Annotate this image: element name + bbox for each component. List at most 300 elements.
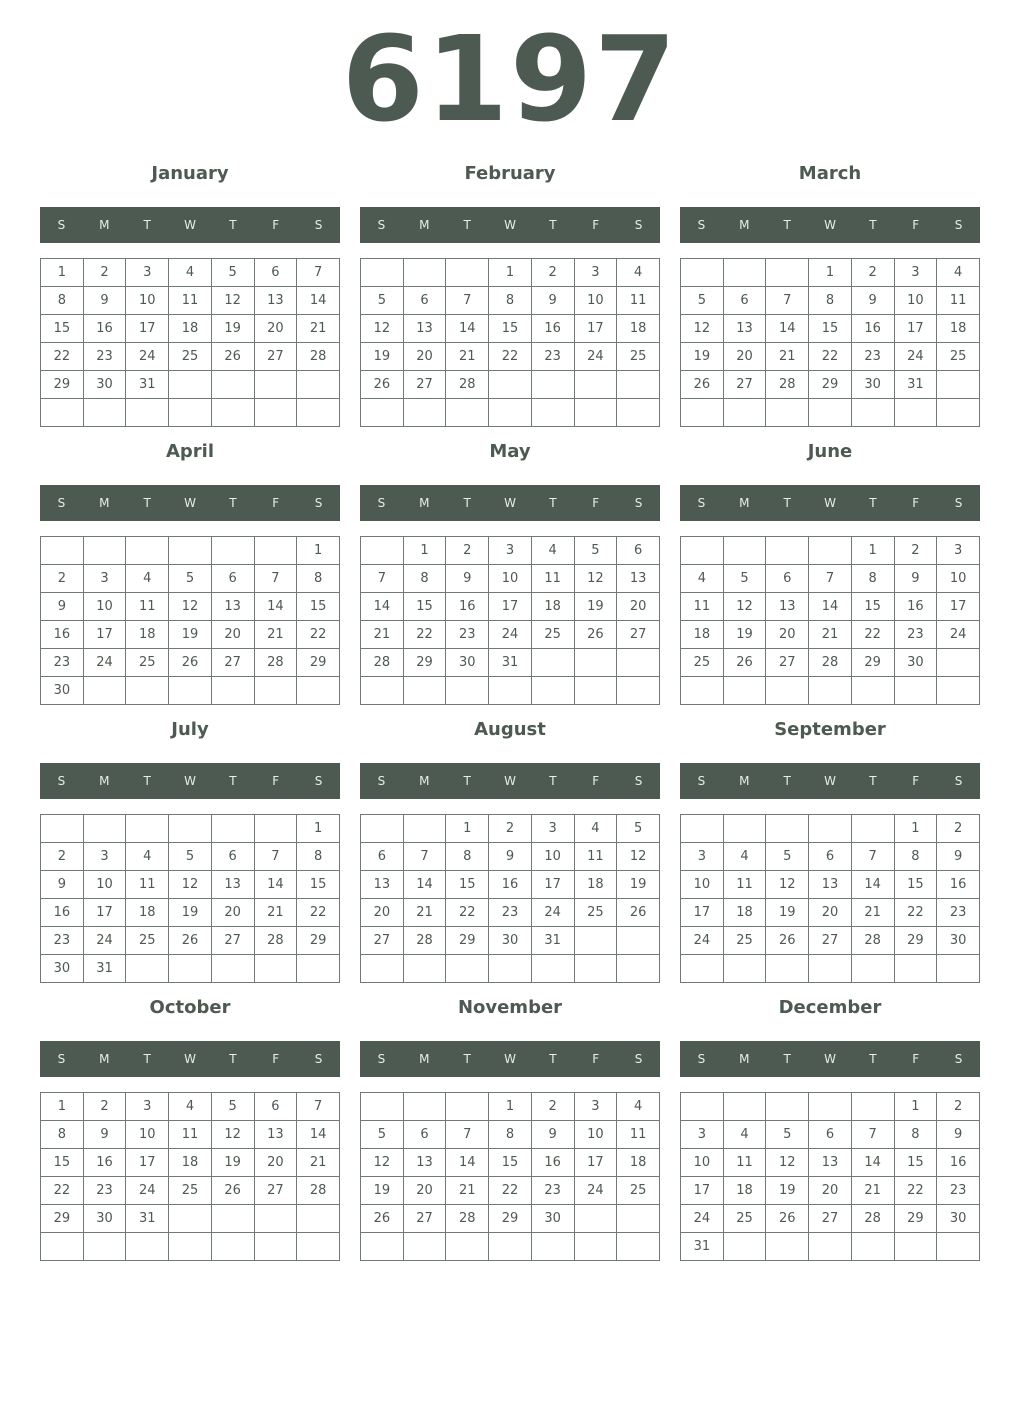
day-cell: 9 [531,287,574,315]
day-cell: 10 [531,843,574,871]
day-cell: 7 [851,843,894,871]
day-grid [40,258,340,427]
day-cell: 8 [489,287,532,315]
day-cell: 25 [126,927,169,955]
empty-day-cell [254,955,297,983]
empty-day-cell [681,677,724,705]
day-cell: 13 [254,287,297,315]
day-grid [40,536,340,705]
day-cell: 16 [83,1149,126,1177]
day-cell: 12 [211,1121,254,1149]
day-cell: 25 [617,343,660,371]
day-cell: 14 [361,593,404,621]
empty-day-cell [617,1233,660,1261]
day-cell: 17 [126,1149,169,1177]
weekday-header-bar [360,1041,660,1077]
day-cell: 22 [41,343,84,371]
day-cell: 3 [574,1093,617,1121]
weekday-header-bar [40,1041,340,1077]
weekday-header: F [592,774,600,788]
week-row [681,343,980,371]
weekday-header: T [783,1052,791,1066]
day-cell: 7 [254,843,297,871]
empty-day-cell [41,399,84,427]
day-cell: 25 [531,621,574,649]
day-cell: 21 [766,343,809,371]
day-cell: 3 [83,565,126,593]
day-cell: 17 [894,315,937,343]
day-cell: 4 [126,843,169,871]
day-cell: 23 [531,343,574,371]
empty-day-cell [723,399,766,427]
weekday-header-bar [40,207,340,243]
day-cell: 27 [617,621,660,649]
week-row [681,955,980,983]
day-cell: 3 [126,259,169,287]
empty-day-cell [766,537,809,565]
empty-day-cell [766,815,809,843]
day-cell: 9 [446,565,489,593]
week-row [41,371,340,399]
weekday-header: S [697,496,706,510]
day-cell: 3 [489,537,532,565]
empty-day-cell [446,1093,489,1121]
day-cell: 18 [169,315,212,343]
week-row [681,1149,980,1177]
week-row [361,1121,660,1149]
day-cell: 4 [681,565,724,593]
weekday-header-bar [40,485,340,521]
weekday-header: F [912,1052,920,1066]
week-row [41,259,340,287]
day-cell: 16 [851,315,894,343]
weekday-header: S [314,218,323,232]
day-cell: 17 [531,871,574,899]
week-row [681,399,980,427]
day-cell: 10 [126,1121,169,1149]
day-cell: 26 [617,899,660,927]
weekday-header: S [697,774,706,788]
day-cell: 26 [574,621,617,649]
day-cell: 31 [126,1205,169,1233]
day-cell: 14 [403,871,446,899]
day-cell: 4 [126,565,169,593]
day-cell: 31 [531,927,574,955]
day-cell: 19 [361,343,404,371]
week-row [681,1177,980,1205]
day-cell: 4 [723,1121,766,1149]
day-cell: 12 [169,871,212,899]
day-cell: 13 [723,315,766,343]
day-cell: 9 [489,843,532,871]
empty-day-cell [361,1233,404,1261]
week-row [361,315,660,343]
day-cell: 22 [894,899,937,927]
day-cell: 5 [361,287,404,315]
day-cell: 20 [211,899,254,927]
day-cell: 24 [83,927,126,955]
day-cell: 3 [531,815,574,843]
week-row [41,287,340,315]
empty-day-cell [723,815,766,843]
day-cell: 7 [809,565,852,593]
weekday-header-bar [680,763,980,799]
weekday-header: S [377,218,386,232]
empty-day-cell [723,259,766,287]
empty-day-cell [446,259,489,287]
day-cell: 29 [446,927,489,955]
day-cell: 6 [809,843,852,871]
day-cell: 11 [169,287,212,315]
day-cell: 11 [681,593,724,621]
day-cell: 13 [254,1121,297,1149]
empty-day-cell [809,955,852,983]
day-cell: 30 [446,649,489,677]
week-row [41,1233,340,1261]
weekday-header: F [912,496,920,510]
day-cell: 19 [211,1149,254,1177]
day-cell: 27 [211,649,254,677]
day-cell: 28 [297,1177,340,1205]
week-row [681,315,980,343]
day-cell: 11 [169,1121,212,1149]
weekday-header: W [504,496,516,510]
day-cell: 15 [41,1149,84,1177]
empty-day-cell [41,1233,84,1261]
day-cell: 24 [489,621,532,649]
day-cell: 5 [169,565,212,593]
weekday-header-bar [40,763,340,799]
day-cell: 26 [211,1177,254,1205]
empty-day-cell [211,399,254,427]
day-cell: 8 [403,565,446,593]
day-cell: 18 [126,899,169,927]
day-cell: 7 [254,565,297,593]
day-cell: 17 [937,593,980,621]
weekday-header: T [463,1052,471,1066]
day-cell: 24 [937,621,980,649]
empty-day-cell [937,677,980,705]
empty-day-cell [489,677,532,705]
day-cell: 5 [681,287,724,315]
day-cell: 26 [361,371,404,399]
empty-day-cell [809,399,852,427]
weekday-header: W [824,1052,836,1066]
empty-day-cell [83,399,126,427]
day-cell: 30 [851,371,894,399]
day-cell: 7 [446,1121,489,1149]
weekday-header: T [463,496,471,510]
weekday-header: T [229,496,237,510]
month-title: May [489,441,531,462]
day-cell: 27 [809,1205,852,1233]
day-cell: 21 [297,315,340,343]
weekday-header: W [824,496,836,510]
empty-day-cell [254,677,297,705]
week-row [361,1177,660,1205]
empty-day-cell [851,1093,894,1121]
day-cell: 19 [681,343,724,371]
day-cell: 23 [41,927,84,955]
empty-day-cell [937,649,980,677]
empty-day-cell [489,371,532,399]
empty-day-cell [766,1093,809,1121]
day-cell: 23 [489,899,532,927]
week-row [681,649,980,677]
day-cell: 29 [297,649,340,677]
weekday-header: T [783,774,791,788]
empty-day-cell [851,399,894,427]
day-cell: 18 [723,899,766,927]
day-cell: 20 [403,1177,446,1205]
weekday-header: W [504,774,516,788]
day-cell: 23 [531,1177,574,1205]
empty-day-cell [531,399,574,427]
day-cell: 19 [766,1177,809,1205]
day-cell: 8 [894,843,937,871]
day-cell: 22 [41,1177,84,1205]
week-row [41,1093,340,1121]
day-cell: 26 [211,343,254,371]
day-cell: 4 [617,259,660,287]
empty-day-cell [211,1233,254,1261]
day-cell: 30 [531,1205,574,1233]
day-cell: 7 [851,1121,894,1149]
empty-day-cell [681,815,724,843]
day-cell: 26 [169,649,212,677]
empty-day-cell [403,1093,446,1121]
day-cell: 6 [403,287,446,315]
day-cell: 30 [41,955,84,983]
weekday-header: S [634,1052,643,1066]
day-cell: 22 [403,621,446,649]
day-cell: 11 [617,1121,660,1149]
empty-day-cell [446,677,489,705]
day-cell: 19 [723,621,766,649]
weekday-header-bar [360,485,660,521]
empty-day-cell [169,955,212,983]
day-cell: 16 [489,871,532,899]
day-cell: 26 [723,649,766,677]
day-cell: 30 [937,927,980,955]
week-row [681,371,980,399]
day-cell: 17 [83,621,126,649]
day-cell: 4 [169,259,212,287]
day-cell: 30 [489,927,532,955]
day-cell: 27 [254,1177,297,1205]
day-cell: 17 [681,899,724,927]
empty-day-cell [809,815,852,843]
week-row [361,1093,660,1121]
week-row [681,565,980,593]
day-cell: 3 [681,843,724,871]
day-cell: 2 [41,843,84,871]
empty-day-cell [83,815,126,843]
week-row [41,649,340,677]
day-cell: 24 [894,343,937,371]
weekday-header: S [314,774,323,788]
weekday-header: W [184,496,196,510]
day-cell: 14 [297,287,340,315]
day-cell: 15 [403,593,446,621]
week-row [41,815,340,843]
day-cell: 18 [169,1149,212,1177]
day-cell: 12 [617,843,660,871]
day-cell: 1 [894,1093,937,1121]
empty-day-cell [574,677,617,705]
day-cell: 2 [83,259,126,287]
day-cell: 20 [211,621,254,649]
day-cell: 16 [937,871,980,899]
empty-day-cell [126,955,169,983]
day-cell: 9 [83,287,126,315]
day-cell: 21 [403,899,446,927]
weekday-header: M [99,496,110,510]
weekday-header: M [739,1052,750,1066]
day-cell: 10 [574,1121,617,1149]
empty-day-cell [169,1233,212,1261]
day-cell: 6 [254,1093,297,1121]
week-row [361,537,660,565]
day-cell: 13 [403,315,446,343]
day-cell: 29 [403,649,446,677]
day-cell: 9 [531,1121,574,1149]
day-cell: 31 [894,371,937,399]
day-cell: 30 [83,1205,126,1233]
day-cell: 1 [297,815,340,843]
day-cell: 5 [766,843,809,871]
day-cell: 22 [851,621,894,649]
week-row [41,843,340,871]
empty-day-cell [766,259,809,287]
empty-day-cell [41,537,84,565]
weekday-header: M [99,218,110,232]
day-cell: 8 [851,565,894,593]
day-cell: 23 [851,343,894,371]
weekday-header: T [463,218,471,232]
day-cell: 13 [403,1149,446,1177]
weekday-header: S [697,1052,706,1066]
day-cell: 6 [403,1121,446,1149]
week-row [361,677,660,705]
day-cell: 15 [894,1149,937,1177]
empty-day-cell [894,1233,937,1261]
day-cell: 15 [489,315,532,343]
day-cell: 21 [851,1177,894,1205]
day-cell: 27 [211,927,254,955]
week-row [41,315,340,343]
week-row [361,1233,660,1261]
day-cell: 8 [894,1121,937,1149]
day-cell: 7 [403,843,446,871]
day-cell: 12 [723,593,766,621]
day-cell: 17 [126,315,169,343]
weekday-header: T [869,218,877,232]
weekday-header: F [272,218,280,232]
day-cell: 9 [937,1121,980,1149]
day-cell: 6 [254,259,297,287]
day-cell: 7 [297,259,340,287]
empty-day-cell [361,815,404,843]
empty-day-cell [574,1233,617,1261]
empty-day-cell [617,927,660,955]
week-row [361,955,660,983]
weekday-header: T [549,774,557,788]
day-cell: 15 [41,315,84,343]
weekday-header: S [57,774,66,788]
empty-day-cell [446,1233,489,1261]
empty-day-cell [574,371,617,399]
day-cell: 18 [617,315,660,343]
week-row [361,899,660,927]
day-grid [680,258,980,427]
day-cell: 13 [361,871,404,899]
day-cell: 16 [83,315,126,343]
weekday-header: M [739,774,750,788]
day-cell: 4 [169,1093,212,1121]
weekday-header-bar [680,207,980,243]
weekday-header: T [869,496,877,510]
day-cell: 1 [41,1093,84,1121]
empty-day-cell [681,955,724,983]
empty-day-cell [574,399,617,427]
weekday-header: S [954,774,963,788]
empty-day-cell [403,677,446,705]
day-cell: 8 [297,565,340,593]
day-cell: 1 [894,815,937,843]
day-cell: 26 [361,1205,404,1233]
day-cell: 12 [211,287,254,315]
day-cell: 20 [403,343,446,371]
day-grid [40,814,340,983]
empty-day-cell [937,399,980,427]
empty-day-cell [894,955,937,983]
day-cell: 8 [446,843,489,871]
weekday-header: M [99,1052,110,1066]
day-cell: 31 [83,955,126,983]
day-cell: 5 [766,1121,809,1149]
week-row [681,1233,980,1261]
weekday-header: T [229,218,237,232]
day-grid [360,1092,660,1261]
weekday-header: T [143,218,151,232]
weekday-header: F [912,218,920,232]
day-cell: 5 [617,815,660,843]
empty-day-cell [361,259,404,287]
weekday-header: S [57,1052,66,1066]
weekday-header: T [783,496,791,510]
empty-day-cell [403,399,446,427]
day-cell: 24 [83,649,126,677]
week-row [681,677,980,705]
day-cell: 25 [937,343,980,371]
day-cell: 24 [681,1205,724,1233]
day-cell: 9 [937,843,980,871]
day-cell: 27 [403,371,446,399]
day-cell: 11 [126,593,169,621]
day-cell: 16 [937,1149,980,1177]
empty-day-cell [617,371,660,399]
day-cell: 15 [851,593,894,621]
day-cell: 16 [894,593,937,621]
day-cell: 24 [126,1177,169,1205]
empty-day-cell [809,1233,852,1261]
empty-day-cell [211,677,254,705]
month-title: November [457,997,563,1018]
day-cell: 10 [574,287,617,315]
weekday-header: S [57,218,66,232]
day-cell: 4 [723,843,766,871]
